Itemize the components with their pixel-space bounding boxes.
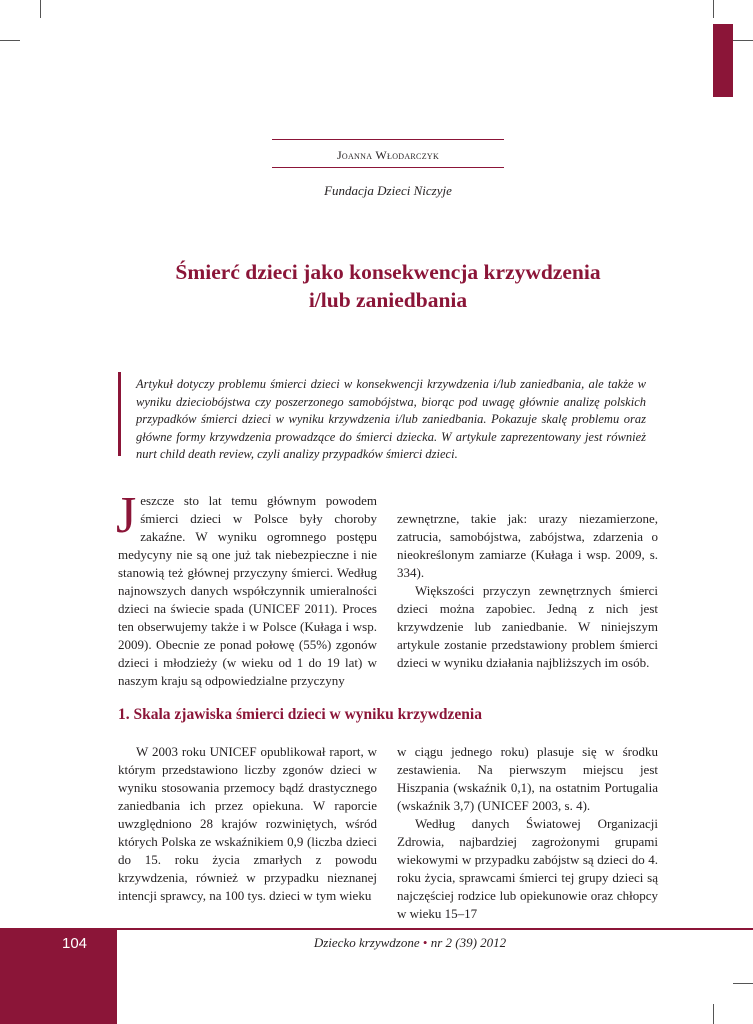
section1-column-right (397, 743, 658, 923)
section1-column-left (118, 743, 377, 905)
section1-paragraph-1: W 2003 roku UNICEF opublikował raport, w którym przedstawiono liczby zgonów dzieci w wyniku stosowania przemocy bądź drastycznego zaniedbania ich przez opiekuna. W raporcie uwzględniono 28 krajów rozwiniętych, wśród których Polska ze wskaźnikiem 0,9 (liczba dzieci do 15. roku życia zmarłych z powodu krzywdzenia, również w przypadku nieznanej intencji sprawcy, na 100 tys. dzieci w tym wieku (118, 744, 377, 903)
title-line-2: i/lub zaniedbania (308, 288, 468, 312)
journal-issue: nr 2 (39) 2012 (430, 935, 507, 950)
footer-rule (117, 928, 753, 930)
crop-mark (713, 1004, 714, 1024)
intro-paragraph-1-text: eszcze sto lat temu głównym powodem śmierci dzieci w Polsce były choroby zakaźne. W wyniku ogromnego postępu medycyny nie są one już tak niebezpieczne i nie stanowią też głównej przyczyny śmierci. Według najnowszych danych współczynnik umieralności dzieci na świecie spada (UNICEF 2011). Proces ten obserwujemy także i w Polsce (Kułaga i wsp. 2009). Obecnie ze ponad połowę (55%) zgonów dzieci i młodzieży (w wieku od 1 do 19 lat) w naszym kraju są odpowiedzialne przyczyny (118, 493, 377, 688)
author-name: Joanna Włodarczyk (336, 148, 440, 162)
author-rule-bottom (272, 167, 504, 168)
section-heading: 1. Skala zjawiska śmierci dzieci w wyniku krzywdzenia (118, 706, 482, 723)
bullet-separator: • (422, 935, 428, 950)
author-rule-top (272, 139, 504, 140)
page-number: 104 (62, 935, 88, 952)
intro-paragraph-1 (116, 487, 377, 690)
page-number-box (0, 928, 117, 1024)
crop-mark (40, 0, 41, 18)
intro-paragraph-2: Większości przyczyn zewnętrznych śmierci dzieci można zapobiec. Jedną z nich jest krzywdzenie lub zaniedbanie. W niniejszym artykule zostanie przedstawiony problem śmierci dzieci w wyniku działania najbliższych im osób. (397, 583, 658, 670)
journal-footer (280, 935, 540, 951)
journal-name: Dziecko krzywdzone (313, 935, 420, 950)
intro-paragraph-1-cont: zewnętrzne, takie jak: urazy niezamierzone, zatrucia, samobójstwa, zabójstwa, zdarzenia o nieokreślonym zamiarze (Kułaga i wsp. 2009, s. 334). (397, 511, 658, 580)
intro-column-right (397, 492, 658, 672)
crop-mark (733, 40, 753, 41)
abstract-bar (118, 372, 121, 456)
crop-mark (713, 0, 714, 18)
intro-column-left (116, 487, 377, 690)
thumb-tab (713, 24, 733, 97)
drop-cap: J (116, 487, 137, 544)
abstract: Artykuł dotyczy problemu śmierci dzieci w konsekwencji krzywdzenia i/lub zaniedbania, ale także w wyniku dzieciobójstwa czy poszerzonego samobójstwa, biorąc pod uwagę głównie analizę polskich przypadków śmierci dzieci w wyniku krzywdzenia i/lub zaniedbania. Pokazuje skalę problemu oraz główne formy krzywdzenia prowadzące do śmierci dziecka. W artykule zaprezentowany jest również nurt child death review, czyli analizy przypadków śmierci dzieci. (136, 377, 646, 462)
title-line-1: Śmierć dzieci jako konsekwencja krzywdzenia (175, 260, 601, 284)
crop-mark (733, 983, 753, 984)
section1-paragraph-2: Według danych Światowej Organizacji Zdrowia, najbardziej zagrożonymi grupami wiekowymi w przypadku zabójstw są dzieci do 4. roku życia, sprawcami śmierci tej grupy dzieci są najczęściej rodzice lub opiekunowie oraz chłopcy w wieku 15–17 (397, 816, 658, 921)
article-title (60, 258, 716, 314)
crop-mark (0, 40, 20, 41)
author-affiliation: Fundacja Dzieci Niczyje (324, 183, 452, 198)
section1-paragraph-1-cont: w ciągu jednego roku) plasuje się w środku zestawienia. Na pierwszym miejscu jest Hiszpania (wskaźnik 0,1), na ostatnim Portugalia (wskaźnik 3,7) (UNICEF 2003, s. 4). (397, 744, 658, 813)
